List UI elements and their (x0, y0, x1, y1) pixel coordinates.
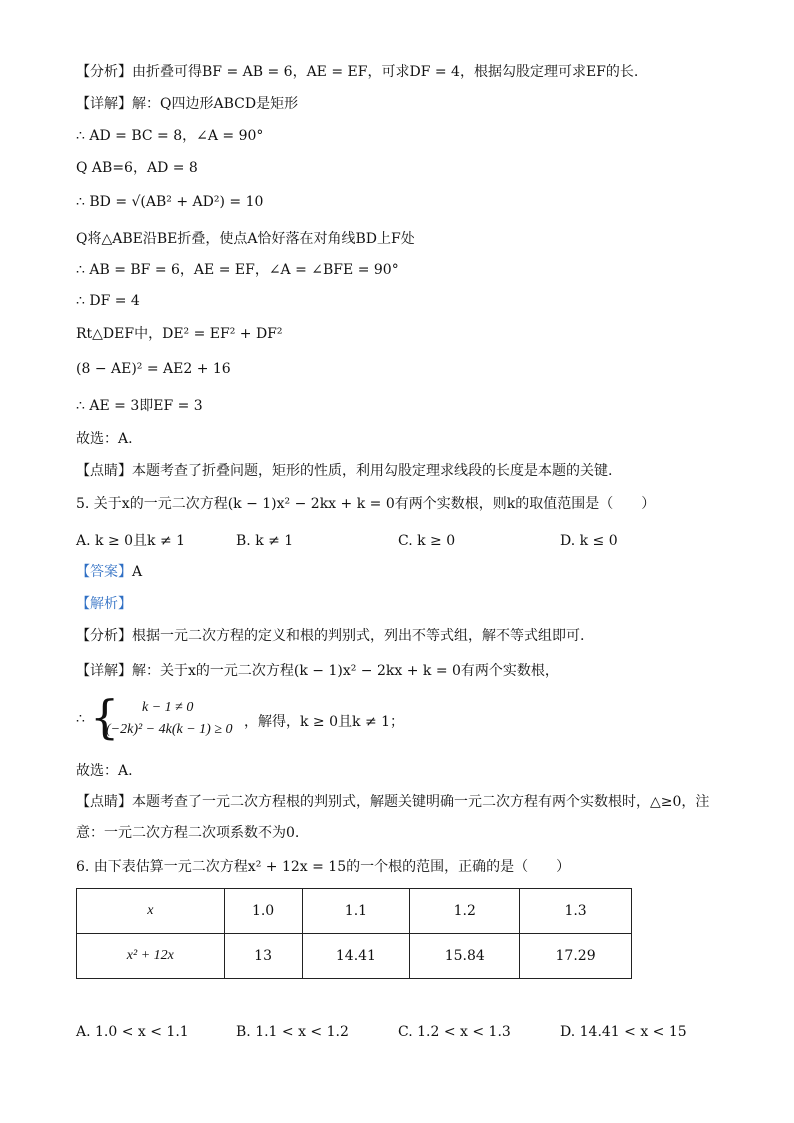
q4-detail-line-5: Q将△ABE沿BE折叠，使点A恰好落在对角线BD上F处 (76, 231, 415, 247)
q6-option-c: C. 1.2 < x < 1.3 (398, 1024, 511, 1040)
table-cell: 13 (224, 934, 302, 979)
q5-answer: 【答案】A (76, 564, 143, 580)
table-cell: 15.84 (410, 934, 520, 979)
table-cell: 17.29 (520, 934, 632, 979)
q5-comment-2: 意：一元二次方程二次项系数不为0. (76, 825, 300, 841)
table-cell: x² + 12x (77, 934, 225, 979)
q4-comment: 【点睛】本题考查了折叠问题，矩形的性质，利用勾股定理求线段的长度是本题的关键. (76, 463, 613, 479)
table-cell: 1.0 (224, 889, 302, 934)
system-solution: ，解得，k ≥ 0且k ≠ 1； (244, 714, 405, 730)
q4-choice: 故选：A. (76, 431, 133, 447)
q5-choice: 故选：A. (76, 763, 133, 779)
q5-explain-tag: 【解析】 (76, 596, 132, 612)
table-cell: 1.3 (520, 889, 632, 934)
q4-detail-line-9: (8 − AE)² = AE2 + 16 (76, 361, 231, 377)
table-cell: 1.2 (410, 889, 520, 934)
table-cell: x (77, 889, 225, 934)
q5-option-a: A. k ≥ 0且k ≠ 1 (76, 533, 186, 549)
q4-detail-line-4: ∴ BD = √(AB² + AD²) = 10 (76, 194, 264, 210)
q4-detail-line-10: ∴ AE = 3即EF = 3 (76, 398, 203, 414)
q5-option-d: D. k ≤ 0 (560, 533, 618, 549)
q5-stem: 5. 关于x的一元二次方程(k − 1)x² − 2kx + k = 0有两个实数根，则k的取值范围是（ ） (76, 496, 656, 512)
left-brace-icon: { (90, 690, 120, 744)
q5-option-c: C. k ≥ 0 (398, 533, 456, 549)
q5-comment-1: 【点睛】本题考查了一元二次方程根的判别式，解题关键明确一元二次方程有两个实数根时，△≥0，注 (76, 794, 710, 810)
q5-analysis: 【分析】根据一元二次方程的定义和根的判别式，列出不等式组，解不等式组即可. (76, 628, 585, 644)
q4-detail-line-7: ∴ DF = 4 (76, 293, 140, 309)
q6-value-table (76, 888, 632, 979)
q6-option-d: D. 14.41 < x < 15 (560, 1024, 687, 1040)
q4-analysis: 【分析】由折叠可得BF = AB = 6，AE = EF，可求DF = 4，根据勾股定理可求EF的长. (76, 64, 639, 80)
therefore-symbol: ∴ (76, 711, 85, 727)
q4-detail-line-2: ∴ AD = BC = 8，∠A = 90° (76, 128, 264, 144)
q6-option-b: B. 1.1 < x < 1.2 (236, 1024, 349, 1040)
table-row (77, 934, 632, 979)
q4-detail-line-1: 【详解】解：Q四边形ABCD是矩形 (76, 96, 299, 112)
q5-detail: 【详解】解：关于x的一元二次方程(k − 1)x² − 2kx + k = 0有两个实数根， (76, 663, 559, 679)
q6-option-a: A. 1.0 < x < 1.1 (76, 1024, 189, 1040)
table-cell: 14.41 (302, 934, 410, 979)
q4-detail-line-8: Rt△DEF中，DE² = EF² + DF² (76, 326, 283, 342)
table-cell: 1.1 (302, 889, 410, 934)
q6-stem: 6. 由下表估算一元二次方程x² + 12x = 15的一个根的范围，正确的是（ ） (76, 859, 571, 875)
q4-detail-line-6: ∴ AB = BF = 6，AE = EF，∠A = ∠BFE = 90° (76, 262, 399, 278)
system-row-1: k − 1 ≠ 0 (142, 700, 194, 715)
table-row (77, 889, 632, 934)
q5-option-b: B. k ≠ 1 (236, 533, 294, 549)
q4-detail-line-3: Q AB=6，AD = 8 (76, 160, 198, 176)
system-row-2: (−2k)² − 4k(k − 1) ≥ 0 (106, 722, 233, 737)
